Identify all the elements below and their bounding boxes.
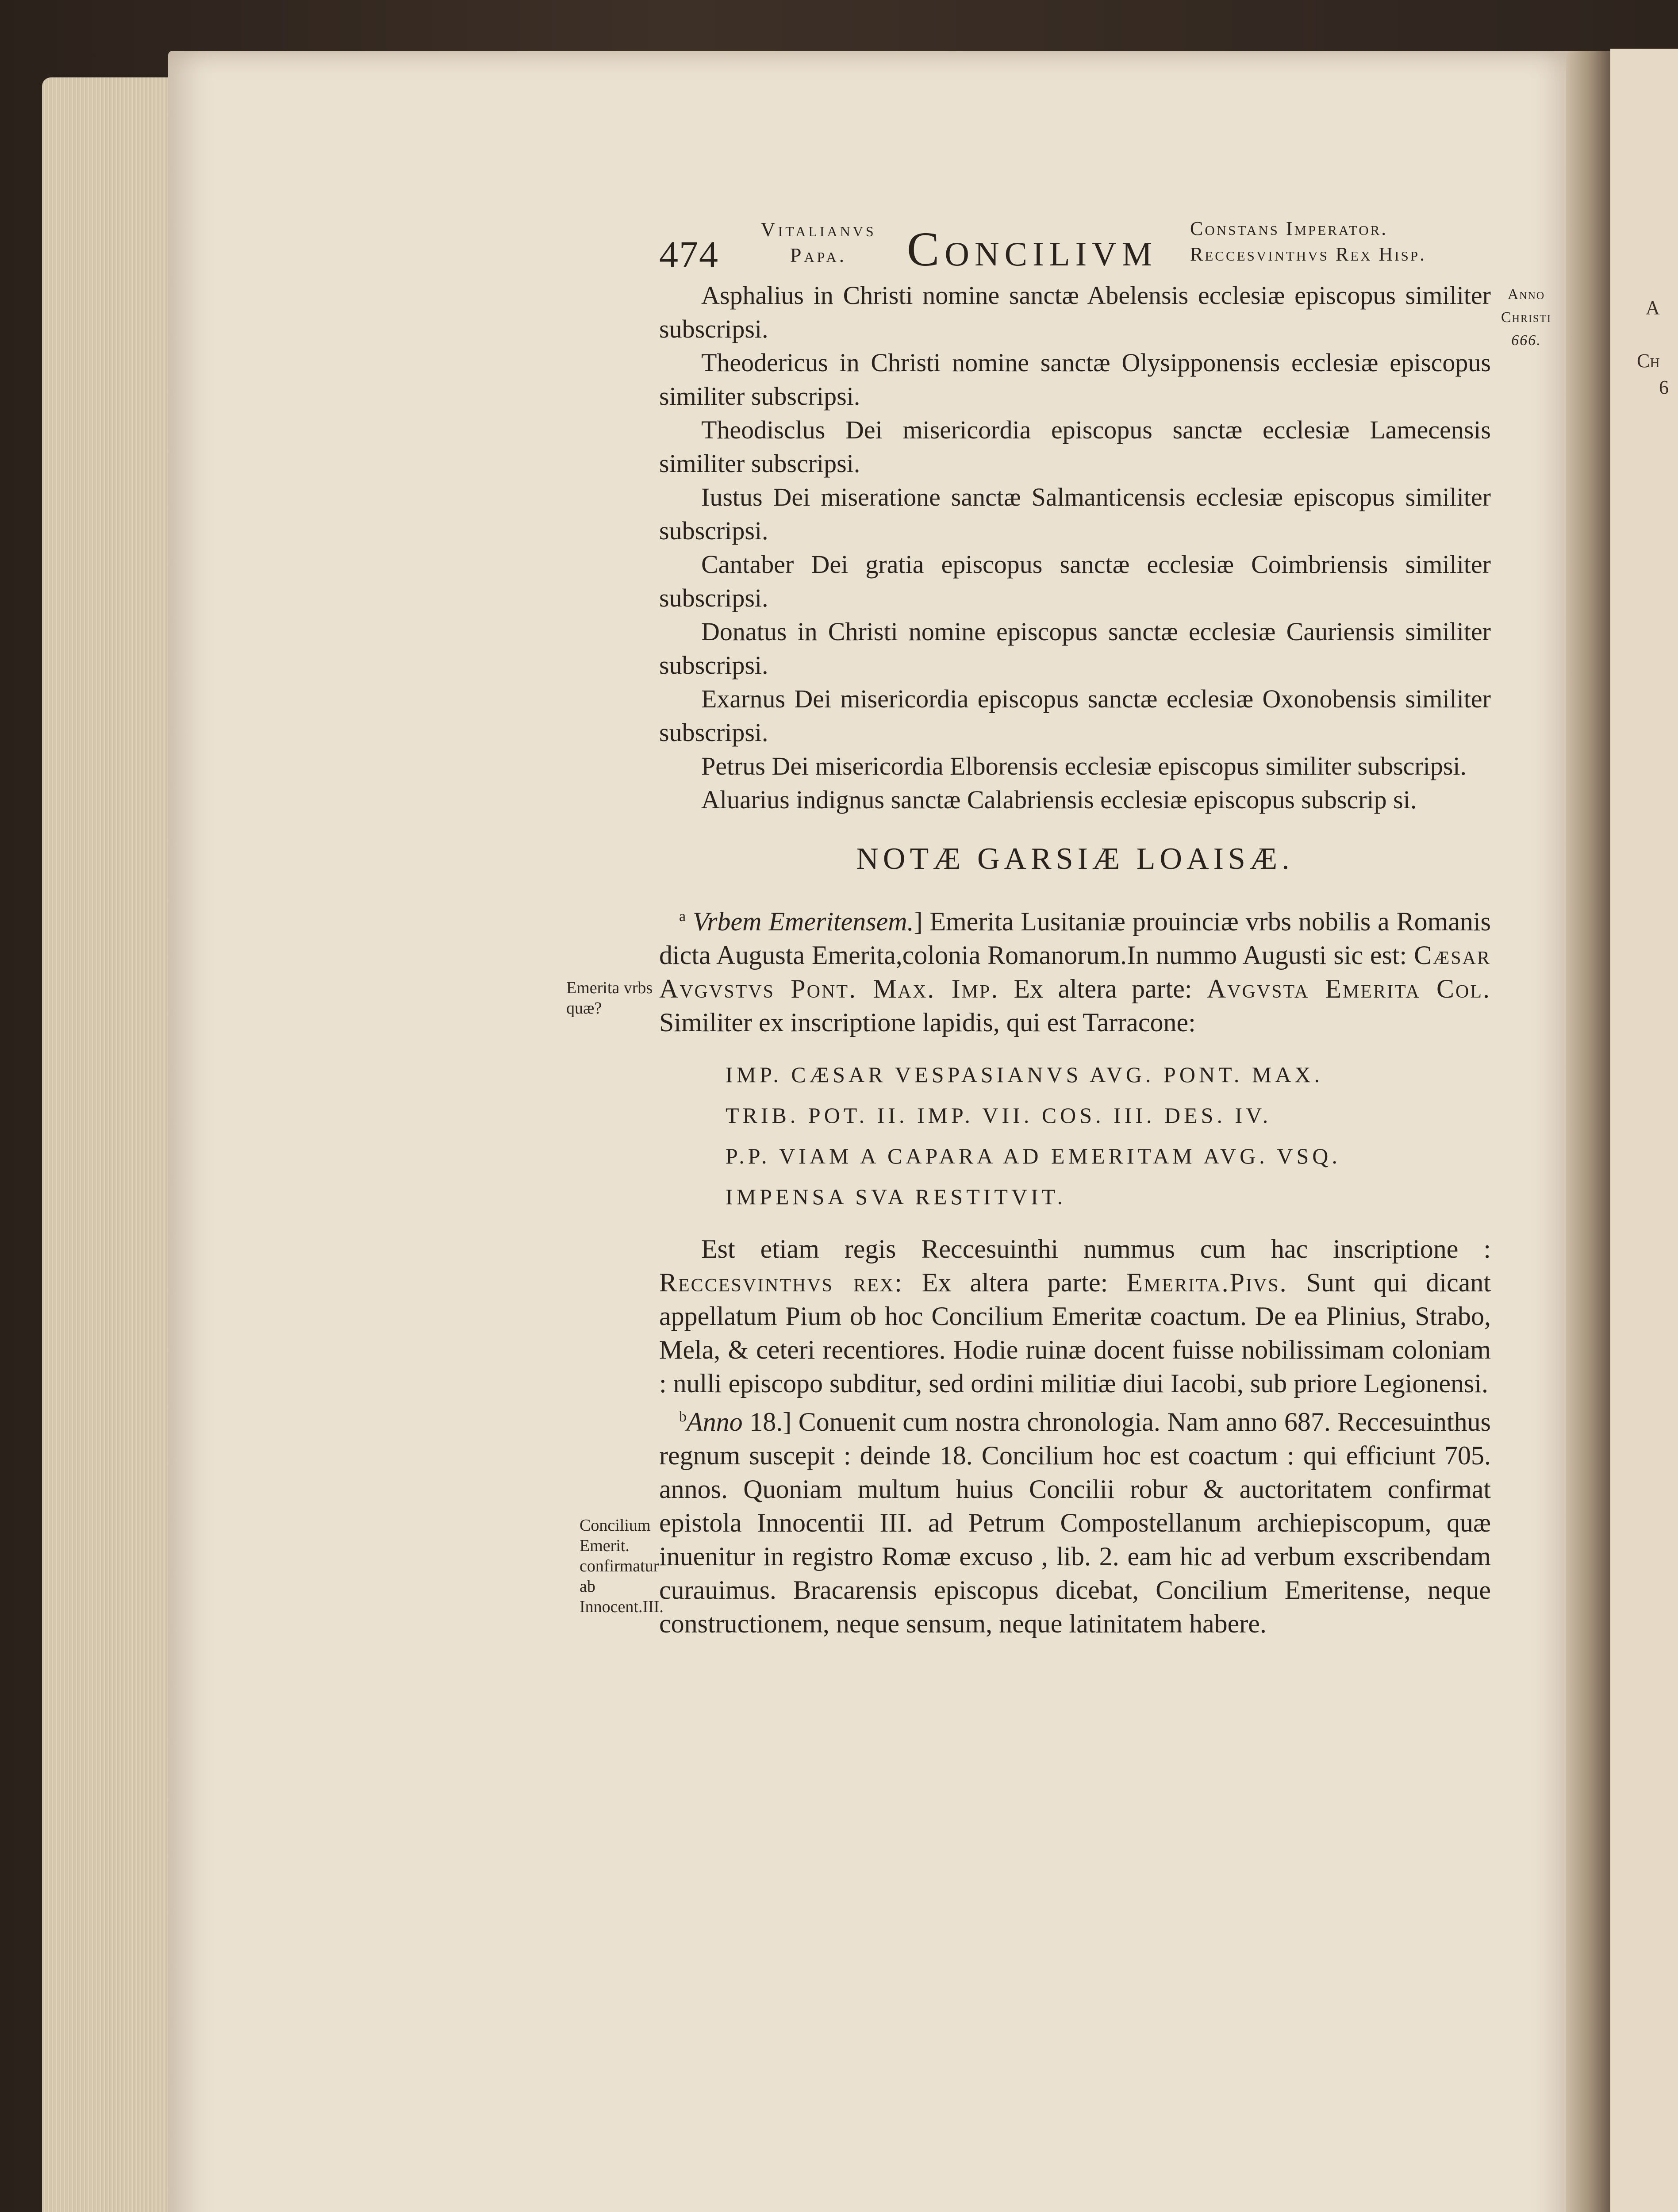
note-b-paragraph	[659, 1400, 1491, 1640]
header-emperor	[1190, 216, 1426, 267]
subscription-paragraph: Theodisclus Dei misericordia episcopus sanctæ ecclesiæ Lamecensis similiter subscripsi.	[659, 415, 1491, 478]
coin-legend: Avgvsta Emerita Col.	[1206, 974, 1491, 1003]
inscription-block	[726, 1054, 1491, 1217]
note-lemma: Anno	[687, 1407, 743, 1436]
subscription-paragraph: Cantaber Dei gratia episcopus sanctæ ecclesiæ Coimbriensis similiter subscripsi.	[659, 550, 1491, 612]
note-text: Ex altera parte:	[1014, 974, 1192, 1003]
note-text: 18.] Conuenit cum nostra chronologia. Nam anno 687. Reccesuinthus regnum suscepit : deinde 18. Concilium hoc est coactum : qui efficiunt 705. annos. Quoniam multum huius Concilii robur & auctoritatem confirmat epistola Innocentii III. ad Petrum Compostellanum archiepiscopum, quæ inuenitur in registro Romæ excuso , lib. 2. eam hic ad verbum exscribendam curauimus. Bracarensis episcopus dicebat, Concilium Emeritense, neque constructionem, neque sensum, neque latinitatem habere.	[659, 1407, 1491, 1638]
book-text-block-edge	[42, 77, 175, 2212]
year-margin-note	[1482, 283, 1570, 352]
header-emperor-line: Constans Imperator.	[1190, 218, 1388, 239]
coin-legend: Cæsar Avgvstvs Pont. Max. Imp.	[659, 941, 1491, 1003]
subscription-paragraph: Petrus Dei misericordia Elborensis ecclesiæ episcopus similiter subscripsi.	[701, 752, 1467, 780]
book-gutter	[1566, 51, 1610, 2212]
facing-page-fragment: Ch	[1637, 350, 1660, 372]
subscription-paragraph: Exarnus Dei misericordia episcopus sanctæ ecclesiæ Oxonobensis similiter subscripsi.	[659, 684, 1491, 747]
coin-legend: Emerita.Pivs.	[1126, 1268, 1288, 1297]
note-text: Similiter ex inscriptione lapidis, qui est Tarracone:	[659, 1008, 1196, 1037]
header-pope-title: Papa.	[790, 244, 847, 266]
note-text: Ex altera parte:	[922, 1268, 1108, 1297]
inscription-line: TRIB. POT. II. IMP. VII. COS. III. DES. IV.	[726, 1103, 1272, 1128]
subscription-paragraph: Aluarius indignus sanctæ Calabriensis ecclesiæ episcopus subscrip si.	[701, 785, 1417, 814]
note-marker: b	[679, 1409, 687, 1425]
margin-note-emerita: Emerita vrbs quæ?	[566, 979, 653, 1018]
main-text	[659, 279, 1491, 1640]
header-pope-name: Vitalianvs	[760, 218, 876, 241]
facing-page-fragment: A	[1646, 297, 1660, 319]
facing-page-fragment: 6	[1659, 376, 1669, 398]
header-king-line: Reccesvinthvs Rex Hisp.	[1190, 243, 1427, 265]
inscription-line: P.P. VIAM A CAPARA AD EMERITAM AVG. VSQ.	[726, 1144, 1341, 1168]
year-note-christi: Christi	[1501, 309, 1551, 326]
coin-legend: Reccesvinthvs rex:	[659, 1268, 903, 1297]
note-a-paragraph	[659, 900, 1491, 1039]
year-note-value: 666.	[1511, 332, 1541, 349]
margin-note-concilium: Concilium Emerit. confirmatur ab Innocent.III.	[580, 1516, 664, 1616]
note-lemma: Vrbem Emeritensem.	[692, 907, 914, 936]
note-marker: a	[679, 908, 686, 925]
inscription-line: IMP. CÆSAR VESPASIANVS AVG. PONT. MAX.	[726, 1062, 1324, 1087]
note-text: Est etiam regis Reccesuinthi nummus cum hac inscriptione :	[701, 1234, 1491, 1263]
subscription-paragraph: Donatus in Christi nomine episcopus sanctæ ecclesiæ Cauriensis similiter subscripsi.	[659, 617, 1491, 680]
note-a-continuation	[659, 1232, 1491, 1400]
subscription-paragraph: Iustus Dei miseratione sanctæ Salmanticensis ecclesiæ episcopus similiter subscripsi.	[659, 483, 1491, 545]
inscription-line: IMPENSA SVA RESTITVIT.	[726, 1184, 1067, 1209]
note-text: ] Emerita Lusitaniæ prouinciæ vrbs nobilis a Romanis dicta Augusta Emerita,colonia Romanorum.In nummo Augusti sic est:	[659, 907, 1491, 970]
header-title: Concilivm	[907, 222, 1158, 276]
page-number: 474	[659, 233, 719, 276]
header-pope	[743, 217, 894, 268]
subscription-paragraph: Theodericus in Christi nomine sanctæ Olysipponensis ecclesiæ episcopus similiter subscripsi.	[659, 348, 1491, 411]
facing-page-edge	[1610, 49, 1678, 2212]
subscription-paragraph: Asphalius in Christi nomine sanctæ Abelensis ecclesiæ episcopus similiter subscripsi.	[659, 281, 1491, 343]
notes-heading: NOTÆ GARSIÆ LOAISÆ.	[856, 842, 1294, 876]
note-text: Sunt qui dicant appellatum Pium ob hoc Concilium Emeritæ coactum. De ea Plinius, Strabo, Mela, & ceteri recentiores. Hodie ruinæ docent fuisse nobilissimam coloniam : nulli episcopo subditur, sed ordini militiæ diui Iacobi, sub priore Legionensi.	[659, 1268, 1491, 1398]
running-header	[659, 208, 1566, 283]
year-note-anno: Anno	[1507, 286, 1545, 303]
